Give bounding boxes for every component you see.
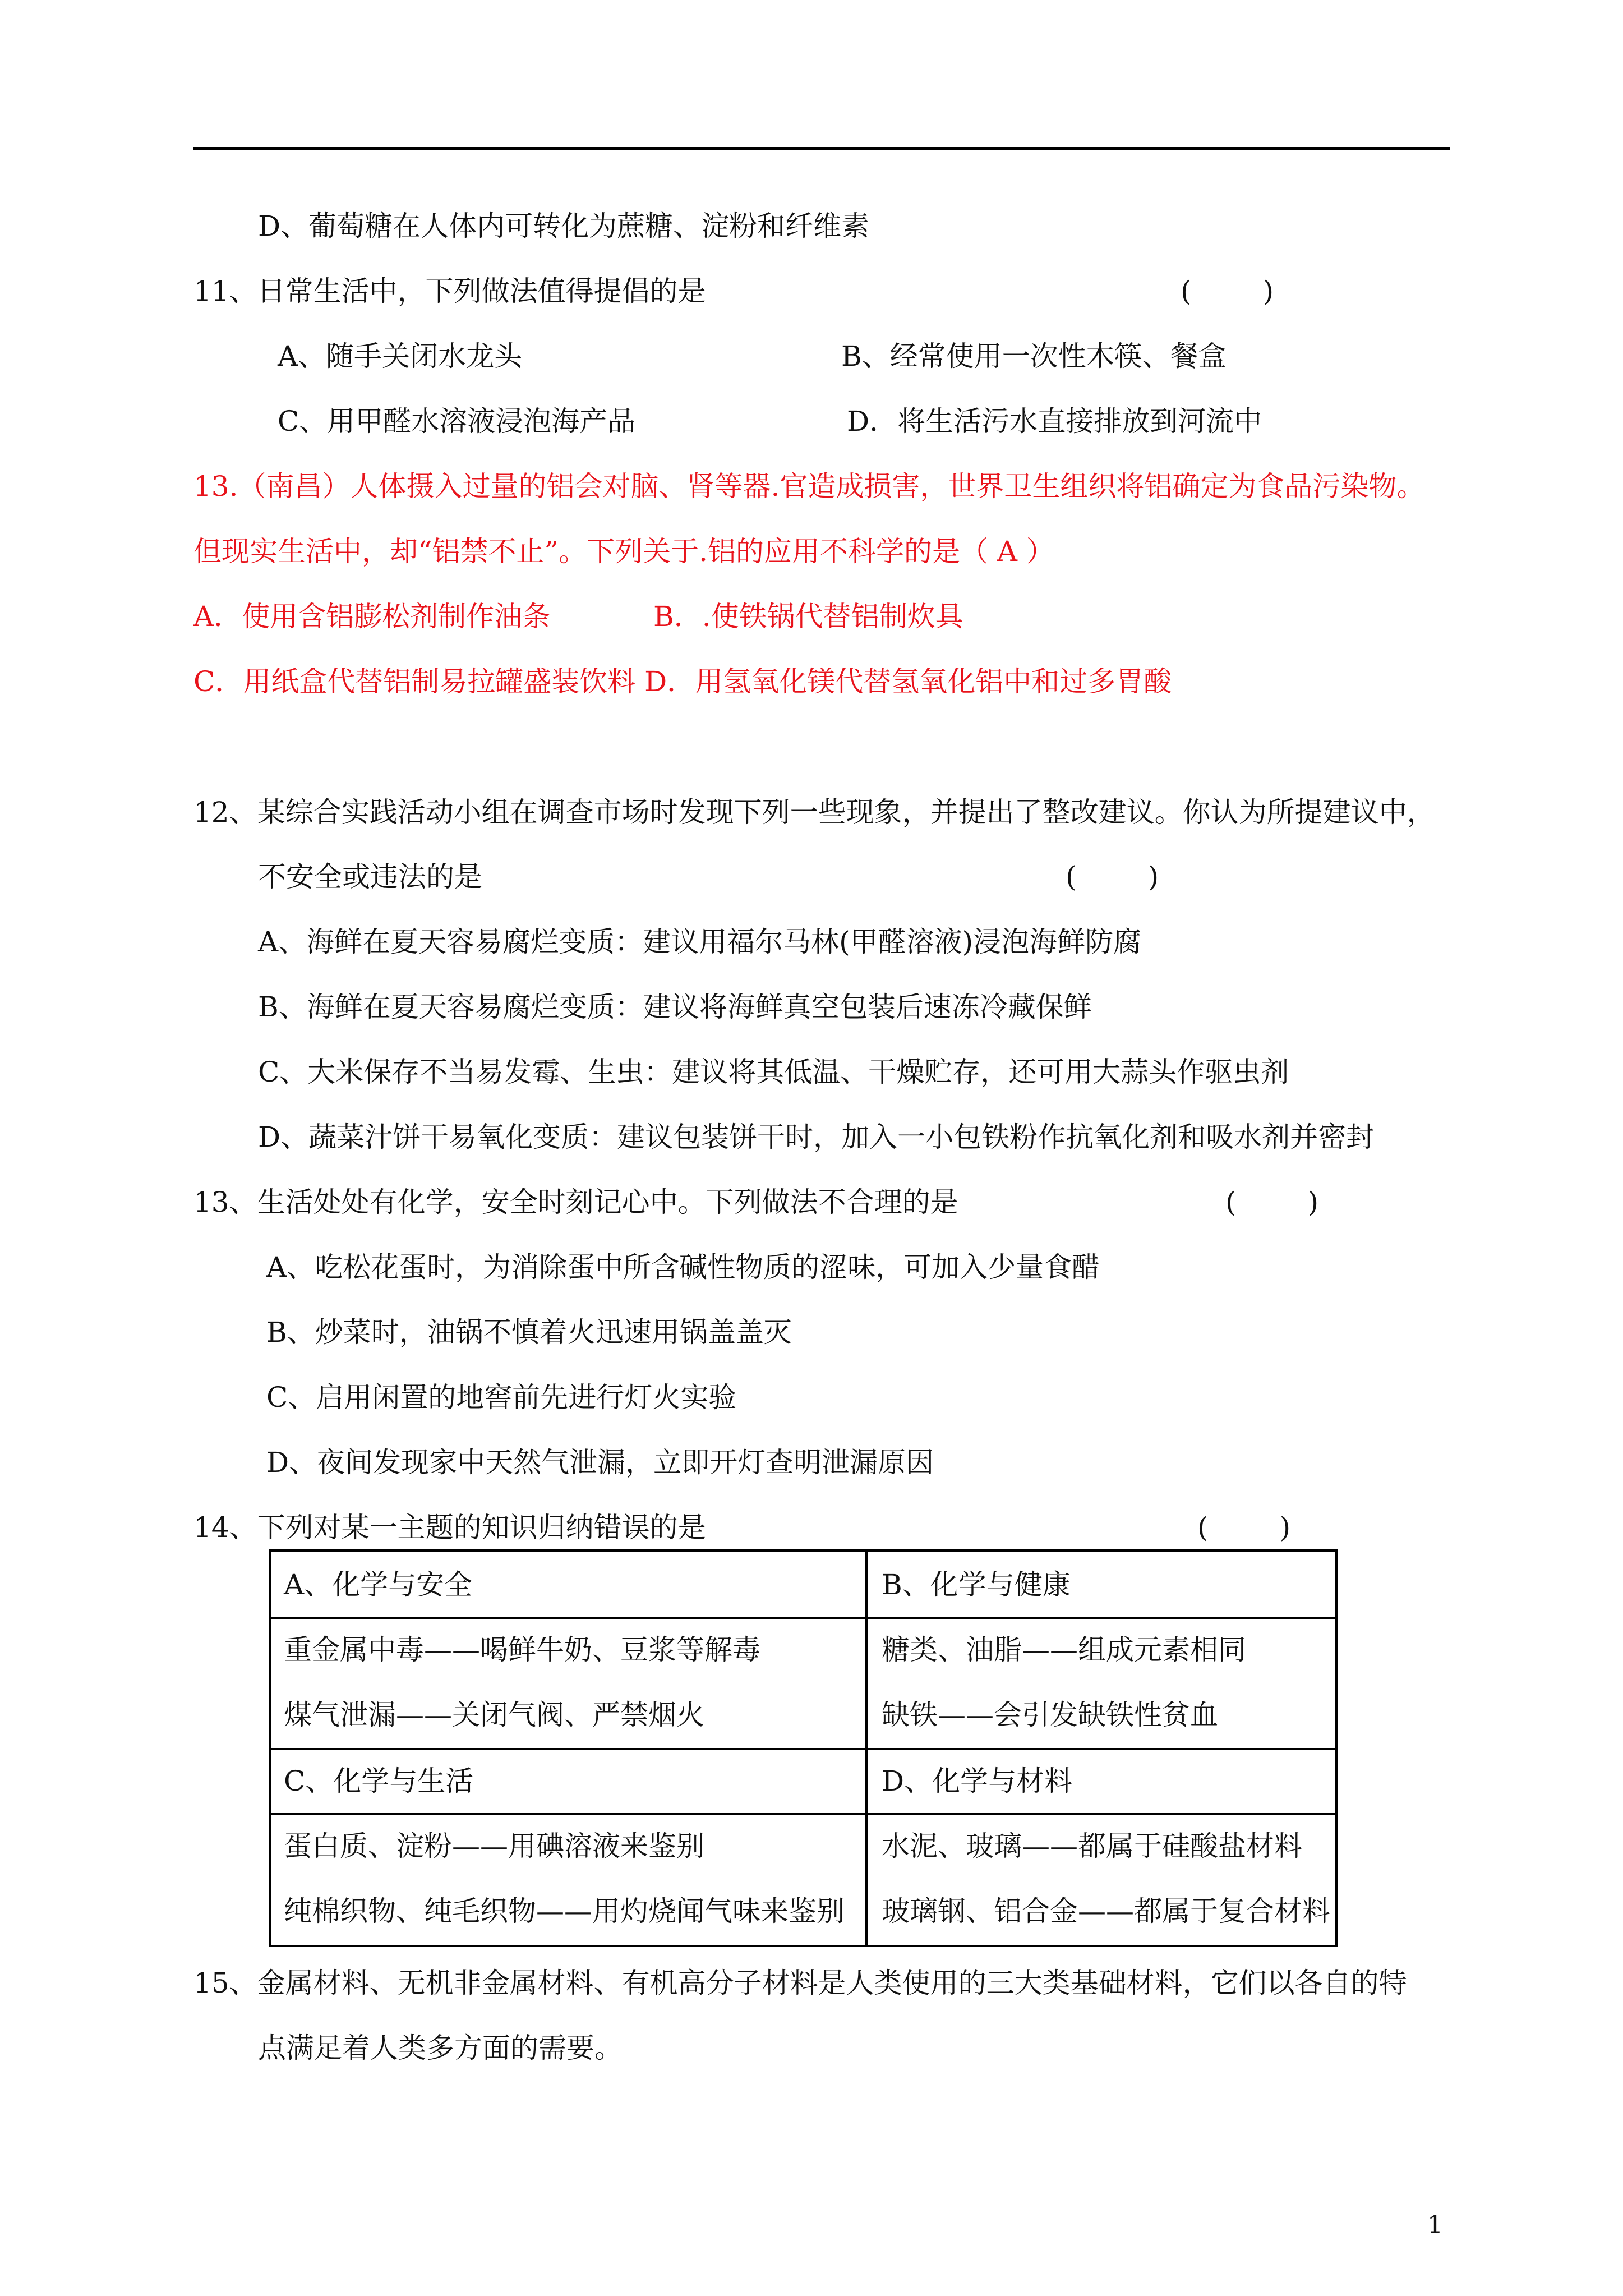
q13-option-c: C、启用闲置的地窖前先进行灯火实验 [266,1381,737,1414]
q14-knowledge-table [269,1549,1338,1947]
table-divider-row2 [271,1748,1335,1750]
table-cell-a-line2: 煤气泄漏——关闭气阀、严禁烟火 [284,1699,704,1731]
q11-option-b: B、经常使用一次性木筷、餐盒 [841,340,1227,372]
q13-nanchang-option-b: B．.使铁锅代替铝制炊具 [653,600,963,633]
q13-answer-paren: ( ) [1225,1186,1319,1218]
q14-stem: 14、下列对某一主题的知识归纳错误的是 [193,1511,706,1544]
q12-answer-paren: ( ) [1066,861,1159,893]
q13-stem: 13、生活处处有化学，安全时刻记心中。下列做法不合理的是 [193,1186,958,1218]
q12-option-c: C、大米保存不当易发霉、生虫：建议将其低温、干燥贮存，还可用大蒜头作驱虫剂 [258,1056,1289,1088]
q13-nanchang-options-cd: C．用纸盒代替铝制易拉罐盛装饮料 D．用氢氧化镁代替氢氧化铝中和过多胃酸 [193,665,1172,698]
q13-nanchang-line2: 但现实生活中，却“铝禁不止”。下列关于.铝的应用不科学的是（ A ） [193,535,1054,568]
q11-stem: 11、日常生活中，下列做法值得提倡的是 [193,275,706,307]
q11-option-a: A、随手关闭水龙头 [278,340,523,372]
table-divider-row3 [271,1813,1335,1815]
q13-nanchang-line1: 13.（南昌）人体摄入过量的铝会对脑、肾等器.官造成损害，世界卫生组织将铝确定为食品污染物。 [193,470,1425,503]
q12-option-d: D、蔬菜汁饼干易氧化变质：建议包装饼干时，加入一小包铁粉作抗氧化剂和吸水剂并密封 [258,1121,1375,1153]
q14-answer-paren: ( ) [1197,1511,1291,1544]
q10-option-d: D、葡萄糖在人体内可转化为蔗糖、淀粉和纤维素 [258,210,870,242]
q12-stem-line2: 不安全或违法的是 [258,861,482,893]
q15-line1: 15、金属材料、无机非金属材料、有机高分子材料是人类使用的三大类基础材料，它们以各自的特 [193,1967,1407,1999]
table-cell-a-line1: 重金属中毒——喝鲜牛奶、豆浆等解毒 [284,1634,760,1666]
q11-option-c: C、用甲醛水溶液浸泡海产品 [278,405,636,438]
table-cell-b-line2: 缺铁——会引发缺铁性贫血 [882,1699,1218,1731]
page-number: 1 [1427,2211,1443,2239]
table-cell-b-header: B、化学与健康 [882,1568,1071,1601]
table-cell-d-line1: 水泥、玻璃——都属于硅酸盐材料 [882,1830,1302,1862]
table-cell-c-header: C、化学与生活 [284,1765,474,1797]
q12-option-b: B、海鲜在夏天容易腐烂变质：建议将海鲜真空包装后速冻冷藏保鲜 [258,991,1092,1023]
q12-option-a: A、海鲜在夏天容易腐烂变质：建议用福尔马林(甲醛溶液)浸泡海鲜防腐 [258,926,1142,958]
table-divider-row1 [271,1617,1335,1619]
table-cell-c-line2: 纯棉织物、纯毛织物——用灼烧闻气味来鉴别 [284,1895,845,1927]
q13-option-d: D、夜间发现家中天然气泄漏，立即开灯查明泄漏原因 [266,1446,934,1479]
table-cell-b-line1: 糖类、油脂——组成元素相同 [882,1634,1246,1666]
q15-line2: 点满足着人类多方面的需要。 [258,2032,623,2064]
q13-nanchang-option-a: A．使用含铝膨松剂制作油条 [193,600,551,633]
header-rule [193,147,1450,150]
table-cell-d-header: D、化学与材料 [882,1765,1073,1797]
q13-option-b: B、炒菜时，油锅不慎着火迅速用锅盖盖灭 [266,1316,792,1349]
table-cell-c-line1: 蛋白质、淀粉——用碘溶液来鉴别 [284,1830,704,1862]
q13-option-a: A、吃松花蛋时，为消除蛋中所含碱性物质的涩味，可加入少量食醋 [266,1251,1100,1283]
table-cell-d-line2: 玻璃钢、铝合金——都属于复合材料 [882,1895,1330,1927]
q11-answer-paren: ( ) [1181,275,1274,307]
q12-stem-line1: 12、某综合实践活动小组在调查市场时发现下列一些现象，并提出了整改建议。你认为所提建议中， [193,796,1435,829]
table-cell-a-header: A、化学与安全 [284,1568,473,1601]
q11-option-d: D．将生活污水直接排放到河流中 [847,405,1262,438]
